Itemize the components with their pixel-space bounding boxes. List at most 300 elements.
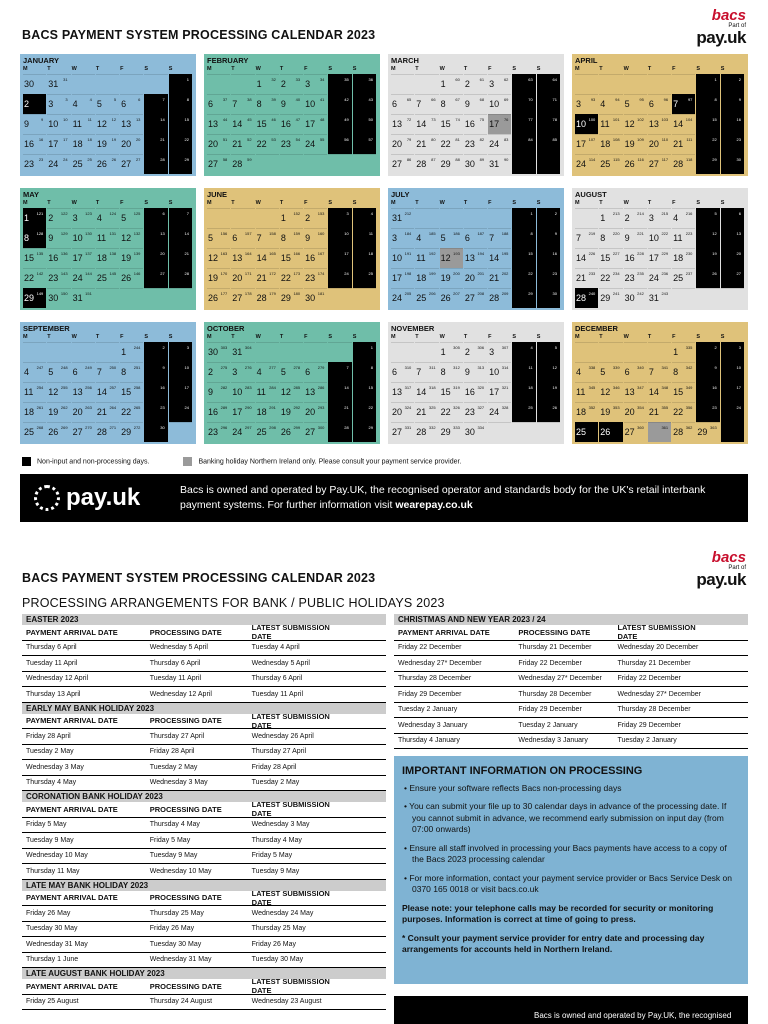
day-of-year: 255: [60, 385, 68, 390]
day-of-year: 236: [661, 271, 669, 276]
day-cell: 7 38: [231, 94, 254, 114]
day-of-year: 21: [160, 137, 165, 142]
day-of-year: 104: [685, 117, 693, 122]
table-cell: Friday 28 April: [26, 732, 71, 740]
day-of-year: 84: [528, 137, 533, 142]
week-row: [391, 154, 561, 174]
day-cell: [256, 208, 279, 228]
day-cell: [512, 342, 535, 362]
day-of-year: 17: [344, 251, 349, 256]
day-of-year: 29: [368, 425, 373, 430]
day-cell: 30 89: [464, 154, 487, 174]
day-cell: 17 48: [304, 114, 327, 134]
day-of-year: 349: [685, 385, 693, 390]
day-cell: 6 340: [624, 362, 647, 382]
day-cell: 20 79: [391, 134, 414, 154]
day-cell: 21 264: [96, 402, 119, 422]
day-of-year: 131: [109, 231, 117, 236]
day-of-year: 262: [60, 405, 68, 410]
day-cell: [672, 288, 695, 308]
day-of-year: 15: [368, 385, 373, 390]
day-cell: 5 339: [599, 362, 622, 382]
month-name: JUNE: [207, 190, 228, 199]
table-cell: Thursday 28 December: [518, 690, 592, 698]
week-row: [391, 134, 561, 154]
week-row: [23, 268, 193, 288]
day-of-year: 47: [295, 117, 301, 122]
week-row: [23, 382, 193, 402]
day-cell: 12 132: [120, 228, 143, 248]
week-row: [207, 114, 377, 134]
weekday-label: M: [391, 66, 396, 72]
weekday-header: [391, 200, 561, 208]
day-cell: 1 60: [440, 74, 463, 94]
day-cell: [231, 74, 254, 94]
day-of-year: 12: [111, 117, 117, 122]
day-of-year: 317: [404, 385, 412, 390]
day-cell: 19 200: [440, 268, 463, 288]
day-cell: [512, 208, 535, 228]
day-of-year: 59: [247, 157, 252, 162]
day-cell: [696, 248, 719, 268]
weekday-label: W: [71, 66, 77, 72]
day-cell: 21 233: [575, 268, 598, 288]
table-row: [394, 687, 748, 703]
weekday-label: T: [647, 200, 652, 206]
table-row: [22, 833, 386, 849]
day-cell: [537, 208, 560, 228]
table-row: [22, 729, 386, 745]
day-cell: 1 32: [256, 74, 279, 94]
day-of-year: 212: [404, 211, 412, 216]
day-of-year: 6: [162, 211, 165, 216]
day-of-year: 345: [588, 385, 596, 390]
day-cell: 18 230: [672, 248, 695, 268]
day-of-year: 146: [133, 271, 141, 276]
day-cell: 20 171: [231, 268, 254, 288]
weekday-label: F: [304, 66, 308, 72]
day-cell: [537, 342, 560, 362]
day-of-year: 70: [528, 97, 533, 102]
weekday-label: F: [672, 66, 676, 72]
table-cell: Friday 29 December: [617, 721, 681, 729]
day-cell: 6 310: [391, 362, 414, 382]
day-of-year: 332: [428, 425, 436, 430]
table-cell: Thursday 4 May: [149, 821, 200, 829]
day-cell: [169, 268, 192, 288]
table-cell: Friday 5 May: [149, 836, 191, 844]
day-of-year: 250: [109, 365, 117, 370]
week-row: [23, 134, 193, 154]
day-of-year: 24: [184, 405, 189, 410]
day-cell: 5 125: [120, 208, 143, 228]
day-cell: 25 206: [415, 288, 438, 308]
day-of-year: 144: [85, 271, 92, 276]
day-of-year: 234: [612, 271, 620, 276]
day-of-year: 192: [428, 251, 436, 256]
day-cell: 24 144: [72, 268, 95, 288]
table-row: [22, 672, 386, 688]
day-cell: [512, 114, 535, 134]
day-of-year: 18: [528, 385, 533, 390]
table-row: [394, 703, 748, 719]
banner-text-2: payment systems. For further information visit: [180, 499, 396, 511]
day-cell: [144, 362, 167, 382]
day-of-year: 298: [269, 425, 276, 430]
day-cell: 7 97: [672, 94, 695, 114]
table-cell: Wednesday 27* December: [518, 675, 602, 683]
week-row: [575, 134, 745, 154]
weekday-label: T: [95, 334, 100, 340]
week-row: [391, 402, 561, 422]
day-of-year: 10: [736, 365, 741, 370]
table-cell: Tuesday 2 January: [518, 721, 578, 729]
week-row: [207, 362, 377, 382]
day-cell: 15 227: [599, 248, 622, 268]
table-cell: Wednesday 23 August: [251, 998, 322, 1006]
day-cell: 29 363: [696, 422, 719, 442]
day-cell: 23 235: [624, 268, 647, 288]
day-of-year: 72: [406, 117, 412, 122]
day-cell: 3 184: [391, 228, 414, 248]
day-of-year: 172: [269, 271, 276, 276]
column-header: LATEST SUBMISSION DATE: [251, 800, 330, 819]
day-of-year: 13: [135, 117, 141, 122]
table-cell: Tuesday 9 May: [149, 852, 198, 860]
day-of-year: 63: [528, 77, 533, 82]
day-cell: [96, 288, 119, 308]
day-cell: 1 213: [599, 208, 622, 228]
day-cell: 24 328: [488, 402, 511, 422]
day-of-year: 347: [637, 385, 644, 390]
weekday-label: M: [23, 66, 28, 72]
day-of-year: 49: [344, 117, 349, 122]
day-cell: [328, 382, 351, 402]
weekday-label: S: [168, 200, 173, 206]
day-of-year: 201: [477, 271, 485, 276]
day-cell: 1 244: [120, 342, 143, 362]
weekday-label: W: [71, 334, 77, 340]
day-cell: 5 95: [624, 94, 647, 114]
table-cell: Friday 28 April: [251, 763, 297, 771]
day-cell: 16 320: [464, 382, 487, 402]
day-of-year: 275: [220, 365, 228, 370]
weekday-label: F: [304, 334, 308, 340]
day-cell: 12 255: [47, 382, 70, 402]
table-cell: Tuesday 11 April: [26, 659, 78, 667]
day-cell: [353, 362, 376, 382]
day-of-year: 158: [269, 231, 276, 236]
weekday-label: W: [623, 66, 629, 72]
table-cell: Friday 5 May: [251, 852, 293, 860]
weekday-label: T: [95, 200, 100, 206]
table-row: [394, 656, 748, 672]
legend-black-swatch: [22, 457, 31, 466]
day-cell: [169, 228, 192, 248]
day-cell: 8 159: [280, 228, 303, 248]
day-cell: 26 116: [624, 154, 647, 174]
day-cell: 13 72: [391, 114, 414, 134]
day-of-year: 107: [588, 137, 596, 142]
day-cell: 29 333: [440, 422, 463, 442]
day-cell: 9 313: [464, 362, 487, 382]
weekday-label: F: [304, 200, 308, 206]
weekday-label: F: [120, 66, 124, 72]
table-row: [22, 937, 386, 953]
day-cell: [144, 268, 167, 288]
week-row: [23, 422, 193, 442]
column-header: PROCESSING DATE: [149, 716, 222, 726]
day-cell: [169, 248, 192, 268]
day-cell: [624, 74, 647, 94]
day-of-year: 9: [714, 365, 717, 370]
day-cell: [537, 422, 560, 442]
day-of-year: 3: [65, 97, 68, 102]
day-cell: 26 146: [120, 268, 143, 288]
day-cell: [537, 248, 560, 268]
day-cell: 28 209: [488, 288, 511, 308]
page2-title: BACS PAYMENT SYSTEM PROCESSING CALENDAR 2023: [22, 571, 376, 585]
week-row: [207, 208, 377, 228]
day-of-year: 230: [685, 251, 693, 256]
payuk-banner: [20, 474, 748, 522]
day-of-year: 166: [293, 251, 301, 256]
day-cell: 3 34: [304, 74, 327, 94]
table-cell: Tuesday 2 May: [149, 763, 198, 771]
weekday-label: W: [255, 66, 261, 72]
weekday-label: S: [536, 200, 541, 206]
week-row: [207, 288, 377, 308]
day-cell: 8 312: [440, 362, 463, 382]
wearepay-link[interactable]: wearepay.co.uk: [395, 499, 473, 511]
day-of-year: 23: [160, 405, 165, 410]
day-of-year: 222: [661, 231, 669, 236]
day-cell: 25 145: [96, 268, 119, 288]
day-of-year: 8: [186, 97, 189, 102]
weekday-label: W: [255, 334, 261, 340]
day-of-year: 1: [530, 211, 533, 216]
week-row: [575, 288, 745, 308]
day-of-year: 29: [712, 157, 717, 162]
day-cell: [391, 342, 414, 362]
table-cell: Wednesday 31 May: [149, 956, 212, 964]
day-of-year: 60: [455, 77, 460, 82]
day-cell: [696, 154, 719, 174]
month-name: MARCH: [391, 56, 419, 65]
week-row: [575, 228, 745, 248]
weekday-label: T: [415, 334, 419, 340]
day-of-year: 6: [138, 97, 141, 102]
day-cell: 14 318: [415, 382, 438, 402]
day-of-year: 279: [317, 365, 325, 370]
day-of-year: 26: [111, 157, 117, 162]
month-name: OCTOBER: [207, 324, 245, 333]
day-of-year: 15: [712, 117, 717, 122]
day-of-year: 24: [63, 157, 68, 162]
day-of-year: 7: [186, 211, 189, 216]
day-of-year: 178: [244, 291, 252, 296]
day-of-year: 31: [63, 77, 68, 82]
day-cell: [512, 362, 535, 382]
day-cell: 25 237: [672, 268, 695, 288]
table-cell: Thursday 27 April: [251, 748, 307, 756]
day-cell: [120, 74, 143, 94]
day-cell: 10 130: [72, 228, 95, 248]
day-cell: 11 284: [256, 382, 279, 402]
info-bullet: • For more information, contact your payment service provider or Bacs Service Desk on 0370 165 0018 or visit bacs.co.uk: [404, 872, 732, 894]
weekday-label: W: [439, 200, 445, 206]
day-of-year: 185: [428, 231, 436, 236]
week-row: [23, 74, 193, 94]
day-of-year: 100: [588, 117, 596, 122]
day-cell: 24 236: [648, 268, 671, 288]
day-of-year: 219: [588, 231, 596, 236]
day-of-year: 165: [269, 251, 276, 256]
day-cell: 18 199: [415, 268, 438, 288]
weekday-label: M: [207, 334, 212, 340]
day-of-year: 184: [404, 231, 412, 236]
day-cell: [696, 342, 719, 362]
day-cell: 18 18: [72, 134, 95, 154]
day-of-year: 132: [133, 231, 141, 236]
day-of-year: 159: [293, 231, 301, 236]
day-of-year: 257: [109, 385, 117, 390]
day-cell: 14 348: [648, 382, 671, 402]
day-cell: [96, 74, 119, 94]
day-of-year: 10: [184, 365, 189, 370]
day-of-year: 216: [685, 211, 693, 216]
day-of-year: 10: [344, 231, 349, 236]
day-cell: [696, 268, 719, 288]
day-cell: [353, 74, 376, 94]
day-cell: 21 52: [231, 134, 254, 154]
day-of-year: 241: [612, 291, 620, 296]
day-of-year: 145: [109, 271, 117, 276]
day-cell: 7 311: [415, 362, 438, 382]
day-cell: [512, 134, 535, 154]
day-cell: [207, 208, 230, 228]
day-cell: [721, 342, 744, 362]
day-of-year: 17: [63, 137, 68, 142]
week-row: [391, 362, 561, 382]
month-name: SEPTEMBER: [23, 324, 70, 333]
day-of-year: 321: [501, 385, 509, 390]
day-cell: [696, 94, 719, 114]
day-cell: 24 55: [304, 134, 327, 154]
day-of-year: 311: [429, 365, 436, 370]
day-cell: [575, 208, 598, 228]
day-cell: 8 220: [599, 228, 622, 248]
table-cell: Thursday 1 June: [26, 956, 79, 964]
day-cell: [120, 288, 143, 308]
day-cell: 28 179: [256, 288, 279, 308]
day-of-year: 11: [368, 231, 373, 236]
table-cell: Thursday 28 December: [617, 706, 691, 714]
day-of-year: 220: [612, 231, 620, 236]
day-of-year: 8: [714, 97, 717, 102]
column-header: LATEST SUBMISSION DATE: [251, 623, 330, 642]
table-cell: Friday 26 May: [251, 940, 297, 948]
day-of-year: 249: [85, 365, 92, 370]
day-of-year: 16: [736, 117, 741, 122]
week-row: [391, 94, 561, 114]
month-february: [204, 54, 380, 176]
month-name: DECEMBER: [575, 324, 618, 333]
day-of-year: 254: [36, 385, 44, 390]
day-cell: 24 83: [488, 134, 511, 154]
day-cell: 27 117: [648, 154, 671, 174]
day-of-year: 334: [477, 425, 485, 430]
day-of-year: 15: [184, 117, 189, 122]
weekday-label: T: [599, 66, 603, 72]
day-cell: 28 59: [231, 154, 254, 174]
month-january: [20, 54, 196, 176]
day-cell: 2 122: [47, 208, 70, 228]
day-of-year: 13: [160, 231, 165, 236]
day-of-year: 289: [220, 405, 228, 410]
day-cell: 2: [23, 94, 46, 114]
day-cell: 29 180: [280, 288, 303, 308]
week-row: [207, 402, 377, 422]
day-cell: [304, 154, 327, 174]
day-cell: 1 152: [280, 208, 303, 228]
day-of-year: 314: [501, 365, 509, 370]
table-cell: Thursday 4 May: [26, 779, 77, 787]
day-of-year: 170: [220, 271, 228, 276]
weekday-label: S: [720, 334, 725, 340]
day-cell: 25 25: [72, 154, 95, 174]
week-row: [23, 154, 193, 174]
day-cell: [144, 402, 167, 422]
day-cell: [537, 228, 560, 248]
column-header: PROCESSING DATE: [518, 627, 591, 637]
day-cell: [169, 134, 192, 154]
day-cell: [415, 208, 438, 228]
day-of-year: 14: [160, 117, 165, 122]
day-of-year: 89: [479, 157, 485, 162]
day-cell: [512, 154, 535, 174]
day-cell: [353, 228, 376, 248]
day-of-year: 53: [271, 137, 276, 142]
column-header: LATEST SUBMISSION DATE: [251, 888, 330, 907]
day-of-year: 356: [685, 405, 693, 410]
day-cell: [512, 422, 535, 442]
day-of-year: 326: [453, 405, 460, 410]
day-of-year: 10: [63, 117, 68, 122]
day-cell: 5 156: [207, 228, 230, 248]
day-of-year: 17: [736, 385, 741, 390]
table-cell: Friday 22 December: [398, 644, 462, 652]
week-row: [207, 268, 377, 288]
day-of-year: 320: [477, 385, 485, 390]
day-cell: [144, 74, 167, 94]
week-row: [391, 228, 561, 248]
day-of-year: 11: [87, 117, 92, 122]
day-of-year: 152: [293, 211, 301, 216]
weekday-label: W: [71, 200, 77, 206]
month-name: FEBRUARY: [207, 56, 249, 65]
day-of-year: 205: [404, 291, 412, 296]
weekday-label: S: [352, 66, 357, 72]
day-cell: 17 290: [231, 402, 254, 422]
table-cell: Thursday 21 December: [518, 644, 592, 652]
day-of-year: 223: [685, 231, 693, 236]
day-of-year: 284: [269, 385, 276, 390]
day-of-year: 20: [135, 137, 141, 142]
week-row: [23, 208, 193, 228]
day-cell: [599, 74, 622, 94]
day-cell: 14 226: [575, 248, 598, 268]
